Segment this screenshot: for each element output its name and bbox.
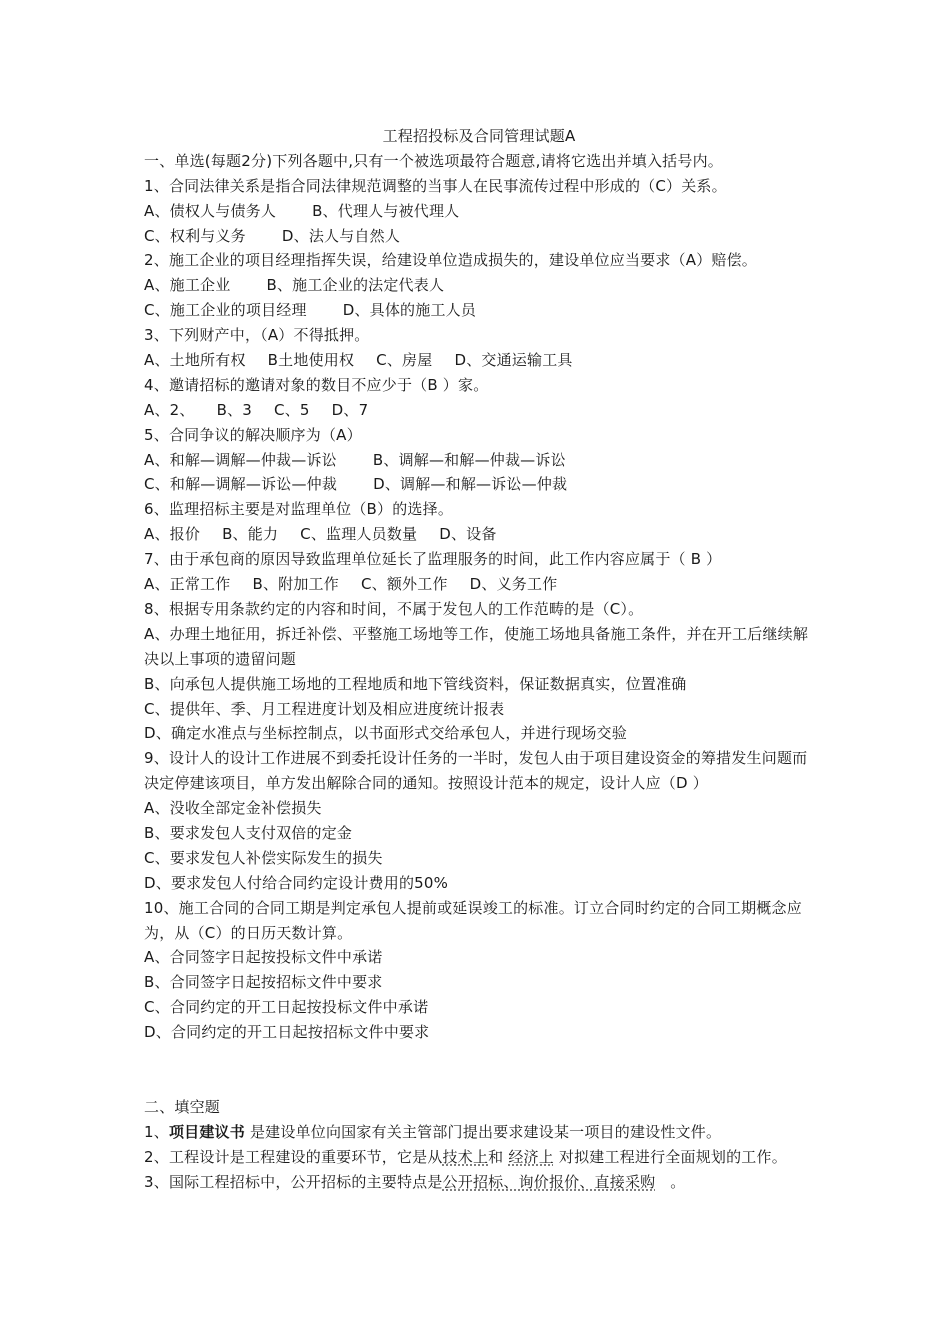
option: D、7 [331, 400, 369, 419]
question-9: 9、设计人的设计工作进展不到委托设计任务的一半时，发包人由于项目建设资金的筹措发生问题而决定停建该项目，单方发出解除合同的通知。按照设计范本的规定，设计人应（D ） [144, 749, 808, 793]
option-line: A、合同签字日起按投标文件中承诺 [144, 948, 383, 967]
fill-q3-text-b: 。 [670, 1172, 686, 1191]
option: B、调解—和解—仲裁—诉讼 [372, 450, 566, 469]
option-line: C、提供年、季、月工程进度计划及相应进度统计报表 [144, 699, 505, 718]
option: C、5 [274, 400, 310, 419]
option: B土地使用权 [267, 351, 355, 370]
option-row [144, 224, 814, 249]
option: A、和解—调解—仲裁—诉讼 [144, 450, 337, 469]
fill-question-3 [144, 1170, 814, 1195]
document-title: 工程招投标及合同管理试题A [382, 127, 576, 145]
option: D、法人与自然人 [281, 226, 401, 245]
option-line: D、合同约定的开工日起按招标文件中要求 [144, 1023, 430, 1042]
option-row [144, 472, 814, 497]
question-1: 1、合同法律关系是指合同法律规范调整的当事人在民事流传过程中形成的（C）关系。 [144, 176, 727, 195]
option-line: A、办理土地征用，拆迁补偿、平整施工场地等工作，使施工场地具备施工条件，并在开工后继续解决以上事项的遗留问题 [144, 624, 809, 668]
option: D、设备 [439, 525, 497, 544]
option: D、具体的施工人员 [342, 301, 477, 320]
document-page [144, 124, 814, 1195]
option: C、和解—调解—诉讼—仲裁 [144, 475, 338, 494]
fill-question-1 [144, 1120, 814, 1145]
fill-q2-answer-2: 经济上 [508, 1147, 554, 1166]
fill-question-2 [144, 1145, 814, 1170]
option: B、3 [216, 400, 253, 419]
question-8: 8、根据专用条款约定的内容和时间，不属于发包人的工作范畴的是（C）。 [144, 599, 644, 618]
option: A、施工企业 [144, 276, 231, 295]
fill-q2-text-b: 和 [488, 1147, 504, 1166]
option-row [144, 398, 814, 423]
fill-q3-answer: 公开招标、询价报价、直接采购 [442, 1172, 656, 1191]
option-row [144, 199, 814, 224]
fill-q2-text-a: 2、工程设计是工程建设的重要环节，它是从 [144, 1147, 443, 1166]
option-line: D、确定水准点与坐标控制点，以书面形式交给承包人，并进行现场交验 [144, 724, 627, 743]
option-line: D、要求发包人付给合同约定设计费用的50% [144, 873, 449, 892]
question-6: 6、监理招标主要是对监理单位（B）的选择。 [144, 500, 454, 519]
section1-heading: 一、单选(每题2分)下列各题中,只有一个被选项最符合题意,请将它选出并填入括号内。 [144, 151, 723, 170]
option-row [144, 298, 814, 323]
option: B、代理人与被代理人 [312, 201, 460, 220]
option: A、报价 [144, 525, 201, 544]
option: D、调解—和解—诉讼—仲裁 [373, 475, 568, 494]
option-row [144, 522, 814, 547]
option: D、义务工作 [469, 575, 558, 594]
option-row [144, 448, 814, 473]
option: B、能力 [222, 525, 279, 544]
option: A、2、 [144, 400, 195, 419]
question-10: 10、施工合同的合同工期是判定承包人提前或延误竣工的标准。订立合同时约定的合同工期概念应为，从（C）的日历天数计算。 [144, 898, 802, 942]
question-7: 7、由于承包商的原因导致监理单位延长了监理服务的时间，此工作内容应属于（ B ） [144, 550, 722, 569]
option: B、附加工作 [252, 575, 339, 594]
question-2: 2、施工企业的项目经理指挥失误，给建设单位造成损失的，建设单位应当要求（A）赔偿。 [144, 251, 758, 270]
question-4: 4、邀请招标的邀请对象的数目不应少于（B ）家。 [144, 375, 489, 394]
option: C、房屋 [376, 351, 433, 370]
option: C、监理人员数量 [300, 525, 418, 544]
option: C、施工企业的项目经理 [144, 301, 307, 320]
option: A、土地所有权 [144, 351, 246, 370]
spacer [144, 1045, 814, 1095]
option: A、债权人与债务人 [144, 201, 277, 220]
option: B、施工企业的法定代表人 [266, 276, 445, 295]
option-line: A、没收全部定金补偿损失 [144, 799, 322, 818]
fill-q1-prefix: 1、 [144, 1122, 169, 1141]
option-line: B、向承包人提供施工场地的工程地质和地下管线资料，保证数据真实，位置准确 [144, 674, 687, 693]
option-row [144, 572, 814, 597]
fill-q1-text: 是建设单位向国家有关主管部门提出要求建设某一项目的建设性文件。 [249, 1122, 722, 1141]
fill-q2-text-c: 对拟建工程进行全面规划的工作。 [558, 1147, 787, 1166]
option: D、交通运输工具 [454, 351, 573, 370]
option-line: B、要求发包人支付双倍的定金 [144, 824, 353, 842]
option: C、权利与义务 [144, 226, 246, 245]
question-3: 3、下列财产中，（A）不得抵押。 [144, 326, 370, 345]
question-list [144, 174, 814, 1045]
option: A、正常工作 [144, 575, 231, 594]
question-5: 5、合同争议的解决顺序为（A） [144, 425, 362, 444]
option-row [144, 348, 814, 373]
section2-heading: 二、填空题 [144, 1098, 221, 1117]
fill-q2-answer-1: 技术上 [442, 1147, 489, 1166]
option: C、额外工作 [360, 575, 448, 594]
option-line: C、要求发包人补偿实际发生的损失 [144, 848, 383, 867]
option-row [144, 273, 814, 298]
fill-q3-text-a: 3、国际工程招标中，公开招标的主要特点是 [144, 1172, 443, 1191]
fill-q1-answer: 项目建议书 [168, 1122, 245, 1141]
option-line: C、合同约定的开工日起按投标文件中承诺 [144, 998, 429, 1017]
option-line: B、合同签字日起按招标文件中要求 [144, 973, 383, 992]
